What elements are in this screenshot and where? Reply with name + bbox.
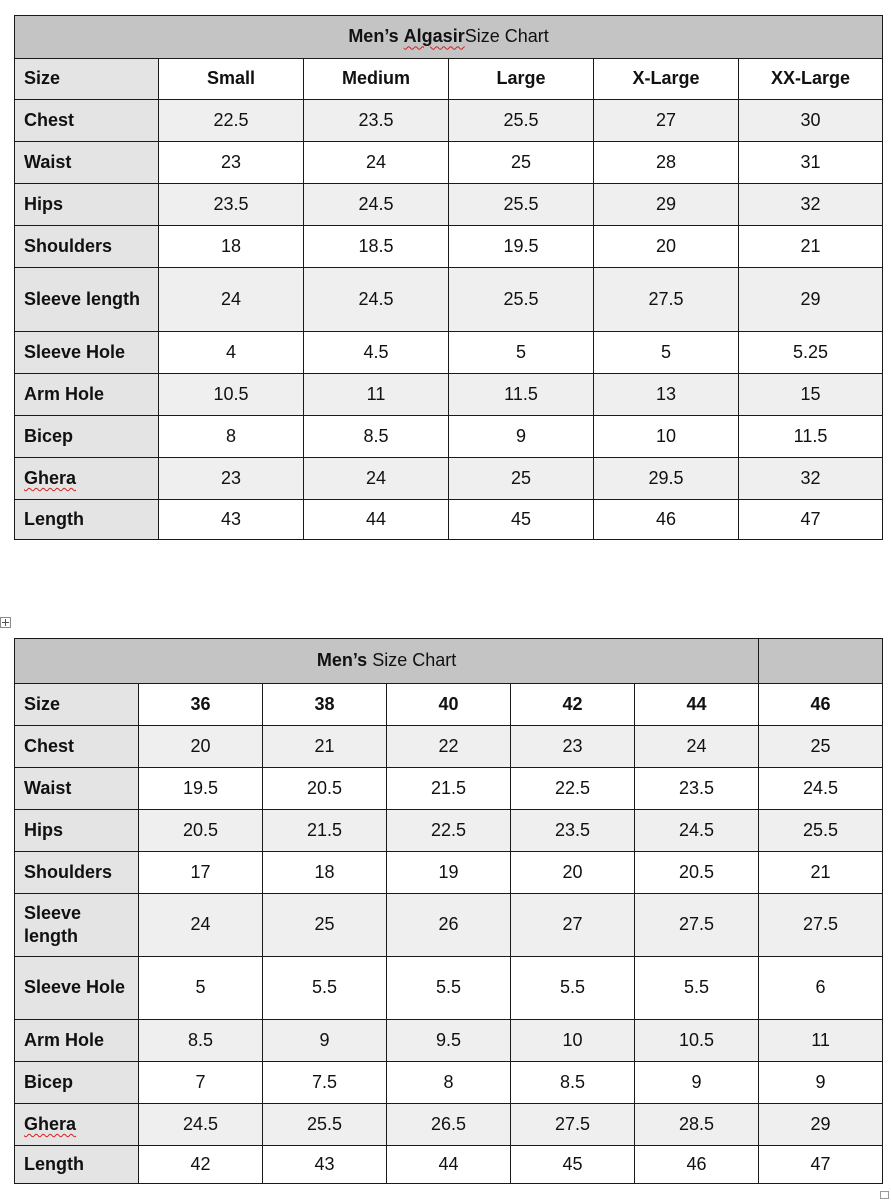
value-cell: 5.5 xyxy=(511,957,635,1020)
value-cell: 7.5 xyxy=(263,1062,387,1104)
value-cell: 18.5 xyxy=(304,226,449,268)
value-cell: 27 xyxy=(594,100,739,142)
value-cell: 20.5 xyxy=(139,810,263,852)
value-cell: 8.5 xyxy=(139,1020,263,1062)
value-cell: 7 xyxy=(139,1062,263,1104)
value-cell: 25.5 xyxy=(449,100,594,142)
value-cell: 42 xyxy=(139,1146,263,1184)
value-cell: 5.5 xyxy=(263,957,387,1020)
value-cell: 24.5 xyxy=(635,810,759,852)
value-cell: 20 xyxy=(511,852,635,894)
value-cell: 30 xyxy=(739,100,883,142)
value-cell: 18 xyxy=(263,852,387,894)
value-cell: 5.5 xyxy=(635,957,759,1020)
value-cell: 28 xyxy=(594,142,739,184)
value-cell: 9 xyxy=(635,1062,759,1104)
value-cell: 9.5 xyxy=(387,1020,511,1062)
value-cell: 21 xyxy=(759,852,883,894)
row-label: Arm Hole xyxy=(15,1020,139,1062)
value-cell: 25.5 xyxy=(449,268,594,332)
row-label: Sleeve length xyxy=(15,268,159,332)
size-header-cell: X-Large xyxy=(594,59,739,100)
row-label: Chest xyxy=(15,726,139,768)
value-cell: 27 xyxy=(511,894,635,957)
row-label: Bicep xyxy=(15,1062,139,1104)
table-row-length xyxy=(15,1146,883,1184)
table-title-row xyxy=(15,16,883,59)
value-cell: 5.5 xyxy=(387,957,511,1020)
row-label: Chest xyxy=(15,100,159,142)
table-row-arm-hole xyxy=(15,1020,883,1062)
row-label: Length xyxy=(15,500,159,540)
value-cell: 29 xyxy=(739,268,883,332)
value-cell: 27.5 xyxy=(511,1104,635,1146)
size-header-cell: Small xyxy=(159,59,304,100)
value-cell: 21 xyxy=(263,726,387,768)
value-cell: 23.5 xyxy=(159,184,304,226)
value-cell: 23 xyxy=(511,726,635,768)
value-cell: 5.25 xyxy=(739,332,883,374)
value-cell: 26 xyxy=(387,894,511,957)
value-cell: 24 xyxy=(159,268,304,332)
value-cell: 32 xyxy=(739,184,883,226)
value-cell: 25.5 xyxy=(759,810,883,852)
size-header-label: Size xyxy=(15,59,159,100)
value-cell: 11 xyxy=(304,374,449,416)
value-cell: 46 xyxy=(635,1146,759,1184)
value-cell: 21.5 xyxy=(263,810,387,852)
value-cell: 19.5 xyxy=(139,768,263,810)
row-label: Waist xyxy=(15,768,139,810)
value-cell: 6 xyxy=(759,957,883,1020)
row-label: Waist xyxy=(15,142,159,184)
value-cell: 23.5 xyxy=(635,768,759,810)
row-label xyxy=(15,1104,139,1146)
value-cell: 31 xyxy=(739,142,883,184)
size-header-cell: Large xyxy=(449,59,594,100)
row-label: Hips xyxy=(15,810,139,852)
table-row-bicep xyxy=(15,416,883,458)
value-cell: 9 xyxy=(759,1062,883,1104)
table-row-hips xyxy=(15,184,883,226)
size-header-label: Size xyxy=(15,684,139,726)
value-cell: 25 xyxy=(759,726,883,768)
size-header-cell: 42 xyxy=(511,684,635,726)
value-cell: 27.5 xyxy=(635,894,759,957)
value-cell: 9 xyxy=(449,416,594,458)
value-cell: 5 xyxy=(594,332,739,374)
row-label xyxy=(15,458,159,500)
value-cell: 23 xyxy=(159,458,304,500)
value-cell: 22.5 xyxy=(159,100,304,142)
table-title xyxy=(15,639,759,684)
value-cell: 22 xyxy=(387,726,511,768)
table-row-shoulders xyxy=(15,226,883,268)
row-label: Bicep xyxy=(15,416,159,458)
value-cell: 29 xyxy=(759,1104,883,1146)
table-resize-handle-icon[interactable] xyxy=(880,1191,889,1199)
table-row-arm-hole xyxy=(15,374,883,416)
table-row-chest xyxy=(15,726,883,768)
value-cell: 18 xyxy=(159,226,304,268)
value-cell: 44 xyxy=(304,500,449,540)
row-label: Arm Hole xyxy=(15,374,159,416)
table-row-ghera xyxy=(15,458,883,500)
value-cell: 8.5 xyxy=(511,1062,635,1104)
size-header-cell: 46 xyxy=(759,684,883,726)
value-cell: 8 xyxy=(387,1062,511,1104)
value-cell: 23 xyxy=(159,142,304,184)
row-label-text: Ghera xyxy=(24,467,77,488)
value-cell: 43 xyxy=(159,500,304,540)
title-rest-text: Size Chart xyxy=(464,26,549,47)
value-cell: 25.5 xyxy=(263,1104,387,1146)
value-cell: 23.5 xyxy=(304,100,449,142)
value-cell: 10 xyxy=(594,416,739,458)
size-header-cell: Medium xyxy=(304,59,449,100)
value-cell: 24 xyxy=(304,458,449,500)
value-cell: 24 xyxy=(304,142,449,184)
value-cell: 29 xyxy=(594,184,739,226)
value-cell: 25 xyxy=(263,894,387,957)
size-header-cell: 44 xyxy=(635,684,759,726)
title-brand-text: Algasir xyxy=(403,26,465,47)
table-row-chest xyxy=(15,100,883,142)
value-cell: 20 xyxy=(139,726,263,768)
row-label: Shoulders xyxy=(15,226,159,268)
table-row-hips xyxy=(15,810,883,852)
row-label: Sleeve length xyxy=(15,894,139,957)
row-label: Shoulders xyxy=(15,852,139,894)
table-row-sleeve-hole xyxy=(15,957,883,1020)
value-cell: 23.5 xyxy=(511,810,635,852)
table-row-ghera xyxy=(15,1104,883,1146)
value-cell: 11 xyxy=(759,1020,883,1062)
value-cell: 24.5 xyxy=(139,1104,263,1146)
value-cell: 19 xyxy=(387,852,511,894)
value-cell: 5 xyxy=(139,957,263,1020)
value-cell: 45 xyxy=(449,500,594,540)
table-row-bicep xyxy=(15,1062,883,1104)
mens-size-chart-table xyxy=(14,638,883,1184)
value-cell: 27.5 xyxy=(594,268,739,332)
value-cell: 24.5 xyxy=(759,768,883,810)
title-rest-text: Size Chart xyxy=(372,650,457,671)
algasir-size-chart-table xyxy=(14,15,883,540)
row-label: Sleeve Hole xyxy=(15,957,139,1020)
value-cell: 24 xyxy=(635,726,759,768)
table-title-row xyxy=(15,639,883,684)
value-cell: 5 xyxy=(449,332,594,374)
size-header-cell: 40 xyxy=(387,684,511,726)
table-row-sleeve-hole xyxy=(15,332,883,374)
value-cell: 10 xyxy=(511,1020,635,1062)
value-cell: 25 xyxy=(449,458,594,500)
row-label: Length xyxy=(15,1146,139,1184)
value-cell: 47 xyxy=(759,1146,883,1184)
value-cell: 25.5 xyxy=(449,184,594,226)
table-row-shoulders xyxy=(15,852,883,894)
value-cell: 9 xyxy=(263,1020,387,1062)
value-cell: 22.5 xyxy=(511,768,635,810)
value-cell: 19.5 xyxy=(449,226,594,268)
value-cell: 20.5 xyxy=(263,768,387,810)
table-row-sleeve-length xyxy=(15,268,883,332)
table-move-handle-icon[interactable] xyxy=(0,617,11,628)
table-row-waist xyxy=(15,142,883,184)
value-cell: 20 xyxy=(594,226,739,268)
value-cell: 26.5 xyxy=(387,1104,511,1146)
value-cell: 28.5 xyxy=(635,1104,759,1146)
title-empty-cell xyxy=(759,639,883,684)
value-cell: 11.5 xyxy=(449,374,594,416)
table-row-waist xyxy=(15,768,883,810)
table-row-sleeve-length xyxy=(15,894,883,957)
value-cell: 21 xyxy=(739,226,883,268)
value-cell: 8 xyxy=(159,416,304,458)
value-cell: 24 xyxy=(139,894,263,957)
value-cell: 24.5 xyxy=(304,268,449,332)
title-bold-text: Men’s xyxy=(316,650,368,671)
value-cell: 45 xyxy=(511,1146,635,1184)
row-label: Hips xyxy=(15,184,159,226)
value-cell: 24.5 xyxy=(304,184,449,226)
size-header-row xyxy=(15,59,883,100)
value-cell: 11.5 xyxy=(739,416,883,458)
value-cell: 8.5 xyxy=(304,416,449,458)
value-cell: 10.5 xyxy=(159,374,304,416)
value-cell: 27.5 xyxy=(759,894,883,957)
value-cell: 21.5 xyxy=(387,768,511,810)
value-cell: 17 xyxy=(139,852,263,894)
value-cell: 44 xyxy=(387,1146,511,1184)
value-cell: 47 xyxy=(739,500,883,540)
value-cell: 46 xyxy=(594,500,739,540)
size-header-cell: 38 xyxy=(263,684,387,726)
value-cell: 29.5 xyxy=(594,458,739,500)
value-cell: 22.5 xyxy=(387,810,511,852)
table-row-length xyxy=(15,500,883,540)
value-cell: 10.5 xyxy=(635,1020,759,1062)
value-cell: 20.5 xyxy=(635,852,759,894)
value-cell: 25 xyxy=(449,142,594,184)
row-label-text: Ghera xyxy=(24,1113,77,1134)
title-bold-text: Men’s xyxy=(348,26,399,47)
size-header-row xyxy=(15,684,883,726)
row-label: Sleeve Hole xyxy=(15,332,159,374)
value-cell: 32 xyxy=(739,458,883,500)
size-header-cell: 36 xyxy=(139,684,263,726)
value-cell: 4.5 xyxy=(304,332,449,374)
value-cell: 4 xyxy=(159,332,304,374)
value-cell: 15 xyxy=(739,374,883,416)
value-cell: 43 xyxy=(263,1146,387,1184)
value-cell: 13 xyxy=(594,374,739,416)
table-title xyxy=(15,16,883,59)
size-header-cell: XX-Large xyxy=(739,59,883,100)
